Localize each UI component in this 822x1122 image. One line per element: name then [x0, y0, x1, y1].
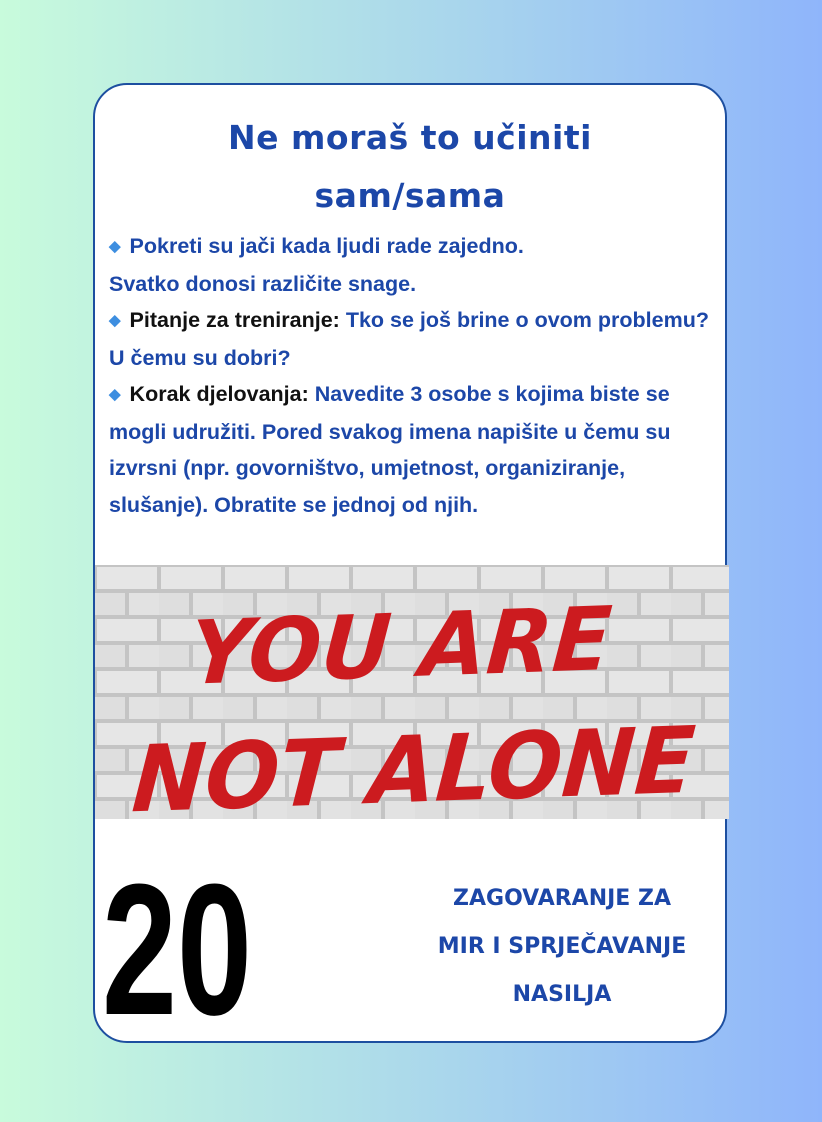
graffiti-wall-image: [95, 565, 733, 834]
question-label: Pitanje za treniranje:: [129, 308, 340, 332]
category-line-2: MIR I SPRJEČAVANJE: [437, 934, 687, 959]
action-text: Navedite 3 osobe s kojima biste se mogli udružiti. Pored svakog imena napišite u čemu su izvrsni (npr. govorništvo, umjetnost, organiziranje, slušanje). Obratite se jednoj od njih.: [109, 382, 671, 517]
card-body: [109, 228, 715, 523]
question: [109, 302, 715, 376]
category-line-1: ZAGOVARANJE ZA: [453, 886, 671, 911]
paragraph-1-line-2: Svatko donosi različite snage.: [109, 271, 417, 296]
title-line-1: Ne moraš to učiniti: [228, 118, 592, 157]
category-label: [395, 875, 729, 1019]
card-number: [97, 844, 257, 1054]
card-number-text: 20: [102, 844, 252, 1054]
card: [93, 83, 733, 1054]
question-text: Tko se još brine o ovom problemu? U čemu su dobri?: [109, 308, 709, 370]
title-line-2: sam/sama: [314, 176, 506, 215]
graffiti-text-line-2: NOT ALONE: [129, 704, 733, 834]
paragraph-1: [109, 228, 715, 302]
category-line-3: NASILJA: [512, 982, 612, 1007]
action-label: Korak djelovanja:: [129, 382, 309, 406]
diamond-icon: ◆: [109, 238, 121, 255]
diamond-icon: ◆: [109, 386, 121, 403]
paragraph-1-line-1: Pokreti su jači kada ljudi rade zajedno.: [129, 234, 524, 258]
diamond-icon: ◆: [109, 312, 121, 329]
graffiti-text-line-1: YOU ARE: [186, 586, 629, 705]
card-title: [95, 109, 725, 225]
action-step: [109, 376, 715, 523]
